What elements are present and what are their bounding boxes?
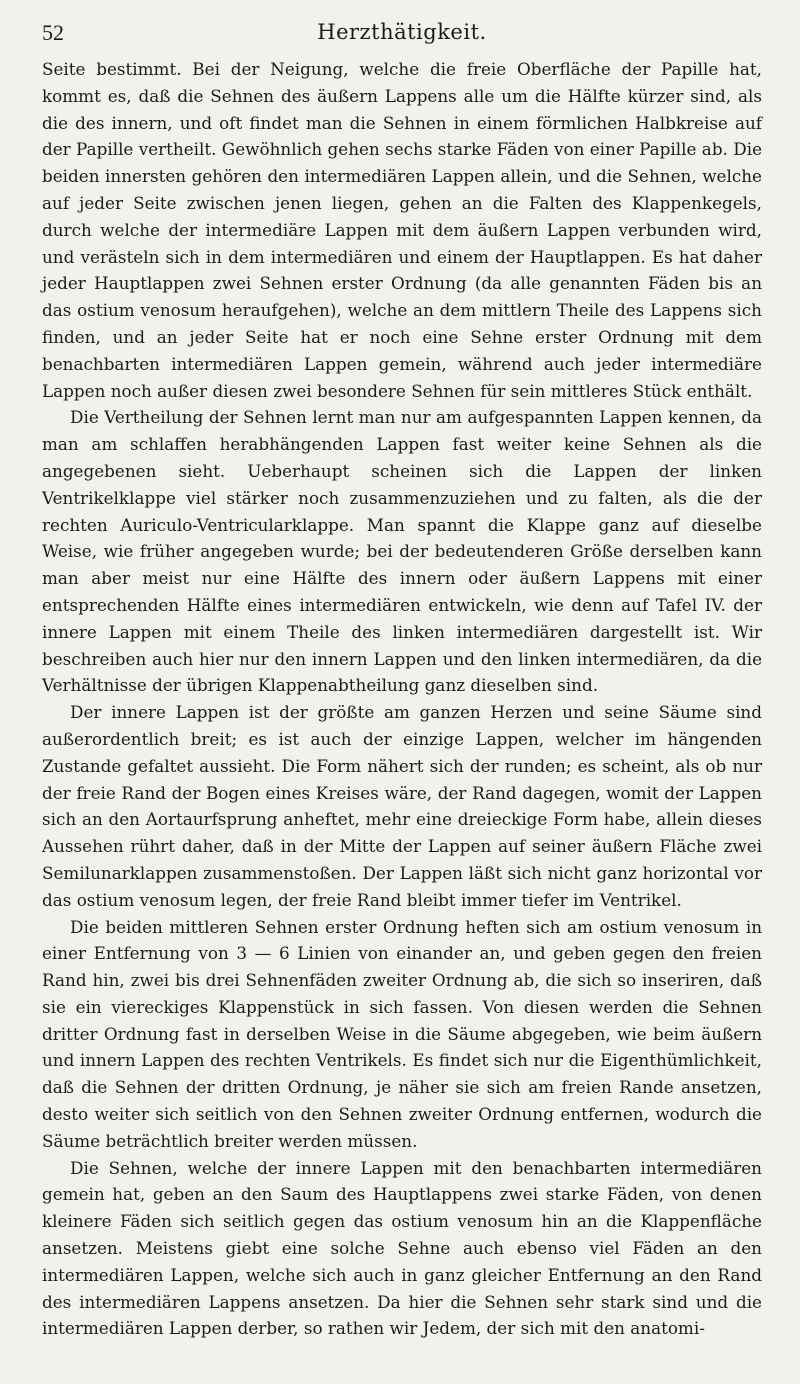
paragraph: Die Sehnen, welche der innere Lappen mit den benachbarten intermediären gemein hat, geben an den Saum des Hauptlappens zwei starke Fäden, von denen kleinere Fäden sich seitlich gegen das ostium venosum hin an die Klappenfläche ansetzen. Meistens giebt eine solche Sehne auch ebenso viel Fäden an den intermediären Lappen, welche sich auch in ganz gleicher Entfernung an den Rand des intermediären Lappens ansetzen. Da hier die Sehnen sehr stark sind und die intermediären Lappen derber, so rathen wir Jedem, der sich mit den anatomi-	[42, 1157, 762, 1339]
body-text	[42, 56, 762, 1342]
paragraph: Seite bestimmt. Bei der Neigung, welche die freie Oberfläche der Papille hat, kommt es, daß die Sehnen des äußern Lappens alle um die Hälfte kürzer sind, als die des innern, und oft findet man die Sehnen in einem förmlichen Halbkreise auf der Papille vertheilt. Gewöhnlich gehen sechs starke Fäden von einer Papille ab. Die beiden innersten gehören den intermediären Lappen allein, und die Sehnen, welche auf jeder Seite zwischen jenen liegen, gehen an die Falten des Klappenkegels, durch welche der intermediäre Lappen mit dem äußern Lappen verbunden wird, und verästeln sich in dem intermediären und einem der Hauptlappen. Es hat daher jeder Hauptlappen zwei Sehnen erster Ordnung (da alle genannten Fäden bis an das ostium venosum heraufgehen), welche an dem mittlern Theile des Lappens sich finden, und an jeder Seite hat er noch eine Sehne erster Ordnung mit dem benachbarten intermediären Lappen gemein, während auch jeder intermediäre Lappen noch außer diesen zwei besondere Sehnen für sein mittleres Stück enthält.	[42, 59, 762, 401]
page-number: 52	[42, 20, 64, 45]
paragraph: Die beiden mittleren Sehnen erster Ordnung heften sich am ostium venosum in einer Entfernung von 3 — 6 Linien von einander an, und geben gegen den freien Rand hin, zwei bis drei Sehnenfäden zweiter Ordnung ab, die sich so inseriren, daß sie ein viereckiges Klappenstück in sich fassen. Von diesen werden die Sehnen dritter Ordnung fast in derselben Weise in die Säume abgegeben, wie beim äußern und innern Lappen des rechten Ventrikels. Es findet sich nur die Eigenthümlichkeit, daß die Sehnen der dritten Ordnung, je näher sie sich am freien Rande ansetzen, desto weiter sich seitlich von den Sehnen zweiter Ordnung entfernen, wodurch die Säume beträchtlich breiter werden müssen.	[42, 916, 762, 1151]
paragraph: Der innere Lappen ist der größte am ganzen Herzen und seine Säume sind außerordentlich breit; es ist auch der einzige Lappen, welcher im hängenden Zustande gefaltet aussieht. Die Form nähert sich der runden; es scheint, als ob nur der freie Rand der Bogen eines Kreises wäre, der Rand dagegen, womit der Lappen sich an den Aortaurfsprung anheftet, mehr eine dreieckige Form habe, allein dieses Aussehen rührt daher, daß in der Mitte der Lappen auf seiner äußern Fläche zwei Semilunarklappen zusammenstoßen. Der Lappen läßt sich nicht ganz horizontal vor das ostium venosum legen, der freie Rand bleibt immer tiefer im Ventrikel.	[42, 702, 762, 910]
running-header	[42, 20, 762, 54]
running-title: Herzthätigkeit.	[317, 20, 487, 44]
paragraph: Die Vertheilung der Sehnen lernt man nur am aufgespannten Lappen kennen, da man am schlaffen herabhängenden Lappen fast weiter keine Sehnen als die angegebenen sieht. Ueberhaupt scheinen sich die Lappen der linken Ventrikelklappe viel stärker noch zusammenzuziehen und zu falten, als die der rechten Auriculo-Ventricularklappe. Man spannt die Klappe ganz auf dieselbe Weise, wie früher angegeben wurde; bei der bedeutenderen Größe derselben kann man aber meist nur eine Hälfte des innern oder äußern Lappens mit einer entsprechenden Hälfte eines intermediären entwickeln, wie denn auf Tafel IV. der innere Lappen mit einem Theile des linken intermediären dargestellt ist. Wir beschreiben auch hier nur den innern Lappen und den linken intermediären, da die Verhältnisse der übrigen Klappenabtheilung ganz dieselben sind.	[42, 407, 762, 696]
book-page	[42, 20, 762, 1342]
